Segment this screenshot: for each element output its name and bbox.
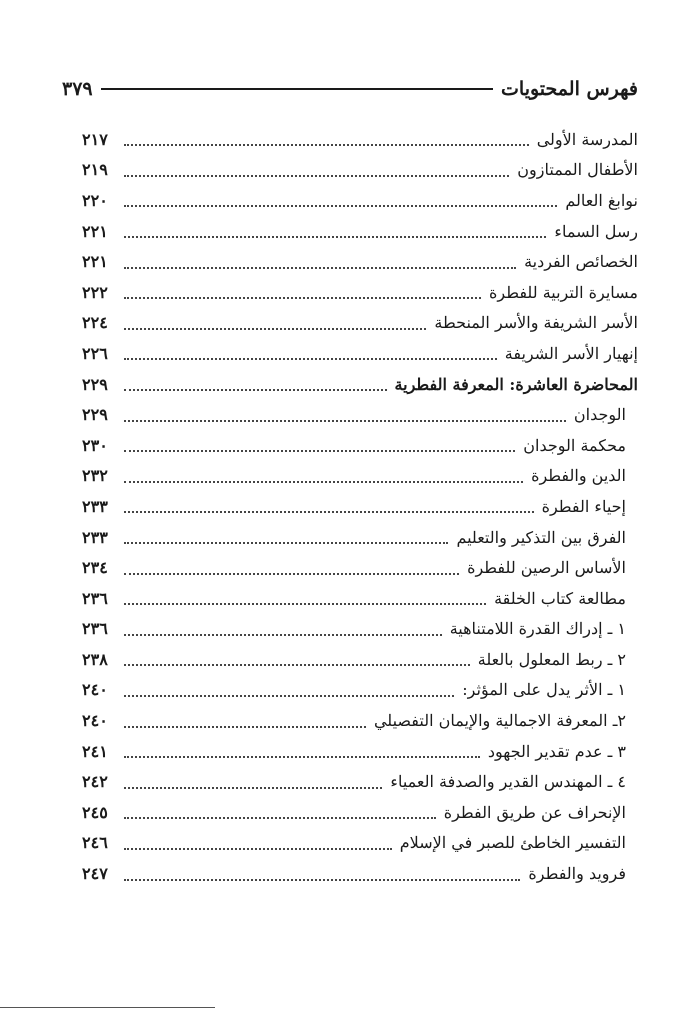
- toc-entry-page-number: ٢٣٤: [82, 558, 108, 578]
- toc-entry: [82, 552, 638, 583]
- dot-leader: [124, 236, 546, 238]
- toc-entry-title: الأطفال الممتازون: [517, 160, 638, 180]
- toc-entry: [82, 430, 638, 461]
- header-rule: [101, 88, 493, 90]
- toc-entry-page-number: ٢٤٥: [82, 802, 108, 822]
- dot-leader: [124, 695, 454, 697]
- toc-entry: [82, 766, 638, 797]
- toc-entry-title: المدرسة الأولى: [536, 129, 638, 149]
- toc-entry-title: ٤ ـ المهندس القدير والصدفة العمياء: [390, 772, 626, 792]
- toc-entry-title: ١ ـ الأثر يدل على المؤثر:: [462, 680, 626, 700]
- dot-leader: [124, 450, 515, 452]
- toc-entry-title: فرويد والفطرة: [528, 864, 626, 884]
- toc-entry-page-number: ٢٢٠: [82, 190, 108, 210]
- toc-entry-title: رسل السماء: [554, 221, 638, 241]
- dot-leader: [124, 634, 442, 636]
- toc-entry-page-number: ٢٣٣: [82, 496, 108, 516]
- dot-leader: [124, 511, 534, 513]
- toc-entry-page-number: ٢٣٨: [82, 649, 108, 669]
- toc-entry: [82, 614, 638, 645]
- dot-leader: [124, 267, 516, 269]
- toc-entry-title: مطالعة كتاب الخلقة: [494, 588, 626, 608]
- toc-entry-title: الأساس الرصين للفطرة: [467, 558, 626, 578]
- toc-entry-title: الإنحراف عن طريق الفطرة: [443, 802, 626, 822]
- dot-leader: [124, 603, 486, 605]
- toc-entry-title: الأسر الشريفة والأسر المنحطة: [434, 313, 638, 333]
- header-title: فهرس المحتويات: [501, 78, 638, 100]
- dot-leader: [124, 817, 436, 819]
- toc-entry: [82, 461, 638, 492]
- dot-leader: [124, 205, 557, 207]
- header-page-number: ٣٧٩: [62, 78, 93, 100]
- toc-entry: [82, 155, 638, 186]
- toc-entry: [82, 705, 638, 736]
- toc-entry-title: مسايرة التربية للفطرة: [489, 282, 638, 302]
- toc-entry: [82, 491, 638, 522]
- dot-leader: [124, 756, 480, 758]
- toc-entry-page-number: ٢٣٦: [82, 588, 108, 608]
- toc-entry-title: محكمة الوجدان: [523, 435, 626, 455]
- toc-entry: [82, 399, 638, 430]
- toc-entry: [82, 675, 638, 706]
- toc-entry-page-number: ٢٢٦: [82, 343, 108, 363]
- toc-entry: [82, 308, 638, 339]
- toc-entry-page-number: ٢٤٧: [82, 864, 108, 884]
- toc-entry-page-number: ٢٣٢: [82, 466, 108, 486]
- toc-entry-page-number: ٢٢١: [82, 252, 108, 272]
- toc-entry-page-number: ٢٤٠: [82, 680, 108, 700]
- toc-entry-title: الفرق بين التذكير والتعليم: [456, 527, 626, 547]
- dot-leader: [124, 420, 566, 422]
- toc-entry: [82, 124, 638, 155]
- toc-entry-page-number: ٢٣٣: [82, 527, 108, 547]
- toc-entry-title: الوجدان: [573, 405, 626, 425]
- dot-leader: [124, 542, 448, 544]
- toc-entry-page-number: ٢٣٦: [82, 619, 108, 639]
- toc-entry: [82, 828, 638, 859]
- toc-entry-page-number: ٢٤١: [82, 741, 108, 761]
- toc-entry-title: الدين والفطرة: [531, 466, 626, 486]
- footnote-rule: [0, 1007, 215, 1008]
- toc-entry-title: الخصائص الفردية: [524, 252, 638, 272]
- toc-entry: [82, 338, 638, 369]
- toc-entry: [82, 736, 638, 767]
- toc-entry-page-number: ٢٤٠: [82, 711, 108, 731]
- toc-entry-page-number: ٢٤٢: [82, 772, 108, 792]
- dot-leader: [124, 144, 529, 146]
- dot-leader: [124, 848, 392, 850]
- toc-entry: [82, 522, 638, 553]
- toc-entry-title: إحياء الفطرة: [541, 496, 626, 516]
- dot-leader: [124, 726, 366, 728]
- toc-entry-title: التفسير الخاطئ للصبر في الإسلام: [399, 833, 626, 853]
- running-header: [62, 74, 638, 104]
- toc-entry: [82, 644, 638, 675]
- toc-entry: [82, 858, 638, 889]
- toc-entry-page-number: ٢١٩: [82, 160, 108, 180]
- dot-leader: [124, 328, 426, 330]
- dot-leader: [124, 787, 382, 789]
- toc-entry-title: ٣ ـ عدم تقدير الجهود: [487, 741, 626, 761]
- toc-entry-page-number: ٢٢٤: [82, 313, 108, 333]
- table-of-contents: [82, 124, 638, 889]
- toc-entry: [82, 185, 638, 216]
- toc-entry: [82, 216, 638, 247]
- toc-entry-title: ١ ـ إدراك القدرة اللامتناهية: [449, 619, 626, 639]
- dot-leader: [124, 175, 509, 177]
- toc-entry: [82, 246, 638, 277]
- toc-entry-title: المحاضرة العاشرة: المعرفة الفطرية: [394, 374, 638, 394]
- toc-entry-title: ٢ ـ ربط المعلول بالعلة: [477, 649, 626, 669]
- dot-leader: [124, 389, 387, 391]
- toc-entry-title: نوابغ العالم: [565, 190, 638, 210]
- dot-leader: [124, 879, 520, 881]
- toc-entry-page-number: ٢١٧: [82, 129, 108, 149]
- toc-entry-page-number: ٢٢٩: [82, 405, 108, 425]
- toc-entry-page-number: ٢٢٩: [82, 374, 108, 394]
- toc-entry: [82, 277, 638, 308]
- toc-entry-page-number: ٢٣٠: [82, 435, 108, 455]
- dot-leader: [124, 481, 523, 483]
- dot-leader: [124, 358, 497, 360]
- toc-entry-page-number: ٢٤٦: [82, 833, 108, 853]
- toc-entry-title: إنهيار الأسر الشريفة: [504, 343, 638, 363]
- dot-leader: [124, 573, 459, 575]
- toc-entry: [82, 369, 638, 400]
- dot-leader: [124, 297, 481, 299]
- dot-leader: [124, 664, 470, 666]
- toc-entry-page-number: ٢٢١: [82, 221, 108, 241]
- toc-entry: [82, 583, 638, 614]
- toc-entry-title: ٢ـ المعرفة الاجمالية والإيمان التفصيلي: [373, 711, 626, 731]
- toc-entry: [82, 797, 638, 828]
- toc-entry-page-number: ٢٢٢: [82, 282, 108, 302]
